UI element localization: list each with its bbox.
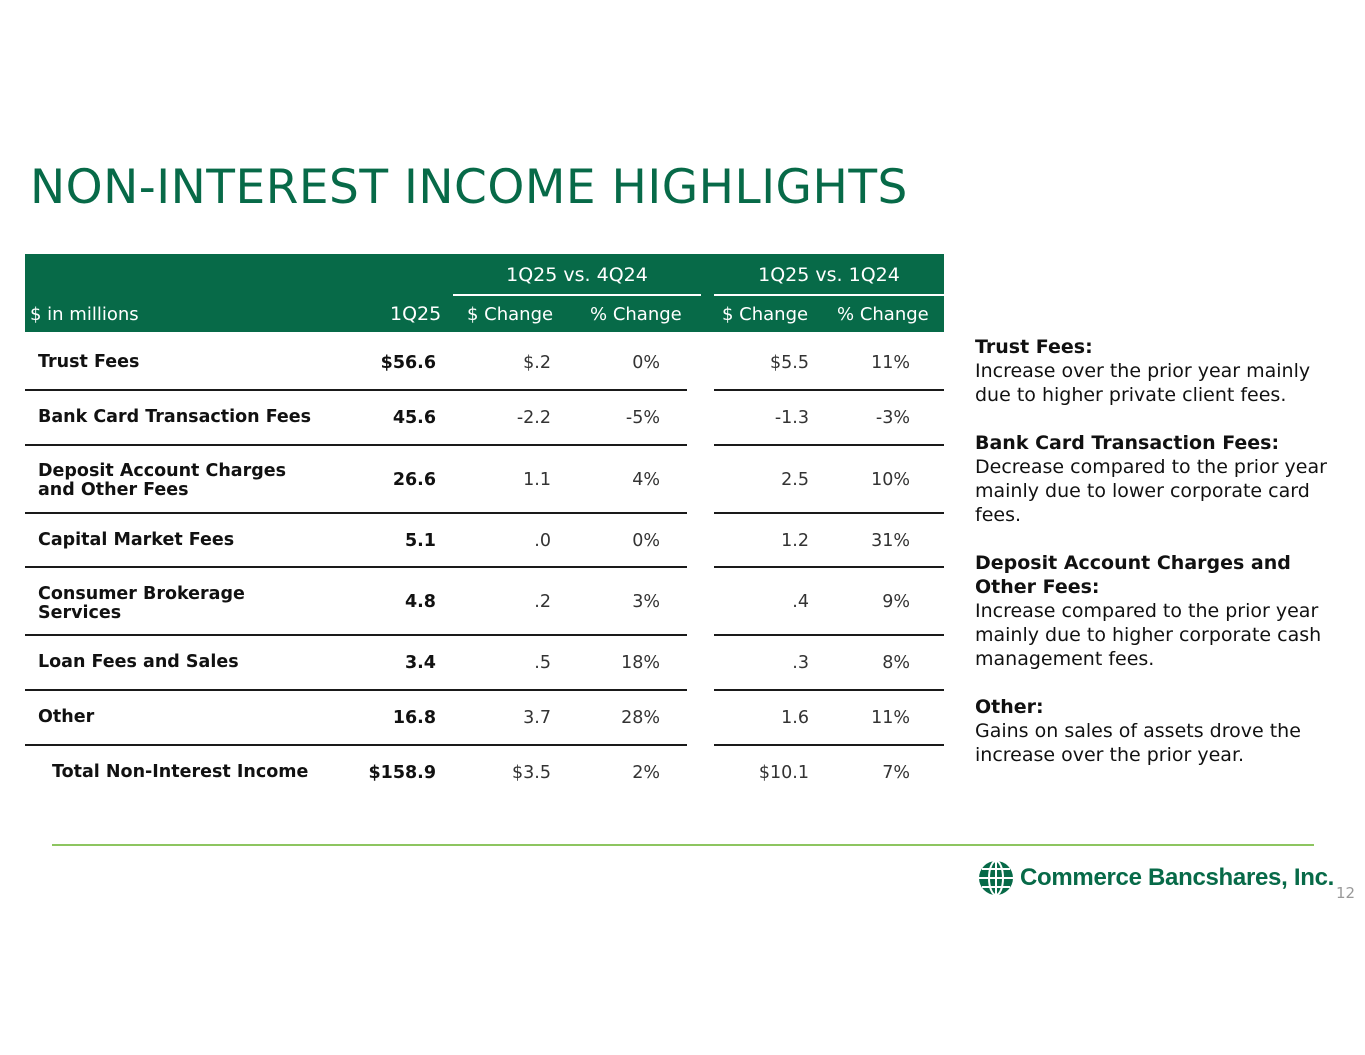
value-vs-4q24-dollar: $3.5 <box>512 763 551 783</box>
row-label: Loan Fees and Sales <box>38 652 239 672</box>
value-vs-4q24-pct: 4% <box>632 470 660 490</box>
note-trust-fees <box>975 335 1335 407</box>
column-header-b-dollar-change: $ Change <box>722 304 809 325</box>
value-1q25: 3.4 <box>404 653 436 673</box>
value-vs-4q24-dollar: .2 <box>534 592 551 612</box>
value-vs-4q24-dollar: -2.2 <box>516 408 551 428</box>
row-divider <box>714 512 944 514</box>
value-vs-4q24-pct: 2% <box>632 763 660 783</box>
row-divider <box>714 389 944 391</box>
row-divider <box>25 689 687 691</box>
row-divider <box>25 444 687 446</box>
value-vs-1q24-pct: 9% <box>882 592 910 612</box>
value-vs-4q24-dollar: 1.1 <box>523 470 551 490</box>
row-divider <box>714 744 944 746</box>
note-deposit-account <box>975 551 1335 671</box>
value-vs-4q24-pct: 0% <box>632 353 660 373</box>
column-header-a-dollar-change: $ Change <box>467 304 554 325</box>
page-number: 12 <box>1336 884 1356 902</box>
value-vs-4q24-dollar: .0 <box>534 531 551 551</box>
logo-text: Commerce Bancshares, Inc. <box>1020 864 1334 891</box>
value-vs-4q24-pct: 3% <box>632 592 660 612</box>
note-bank-card <box>975 431 1335 527</box>
value-vs-4q24-dollar: 3.7 <box>523 708 551 728</box>
value-vs-4q24-pct: 28% <box>621 708 660 728</box>
value-vs-1q24-pct: 7% <box>882 763 910 783</box>
value-vs-1q24-dollar: -1.3 <box>774 408 809 428</box>
note-heading: Bank Card Transaction Fees: <box>975 432 1280 454</box>
value-vs-1q24-dollar: 1.6 <box>781 708 809 728</box>
company-logo <box>978 860 1334 896</box>
commentary <box>975 335 1335 791</box>
row-divider <box>25 744 687 746</box>
value-1q25: 4.8 <box>404 592 436 612</box>
column-header-b-pct-change: % Change <box>837 304 929 325</box>
footer-divider <box>52 844 1314 846</box>
value-vs-1q24-dollar: $5.5 <box>770 353 809 373</box>
value-vs-1q24-dollar: 1.2 <box>781 531 809 551</box>
units-label: $ in millions <box>30 304 139 325</box>
row-divider <box>25 566 687 568</box>
value-vs-1q24-pct: -3% <box>875 408 910 428</box>
row-divider <box>714 634 944 636</box>
value-vs-1q24-pct: 8% <box>882 653 910 673</box>
note-heading: Other: <box>975 696 1044 718</box>
value-vs-1q24-dollar: .3 <box>792 653 809 673</box>
column-header-a-pct-change: % Change <box>590 304 682 325</box>
group-underline-b <box>714 294 944 296</box>
value-vs-1q24-dollar: $10.1 <box>758 763 809 783</box>
value-vs-1q24-dollar: .4 <box>792 592 809 612</box>
value-vs-1q24-pct: 11% <box>871 708 910 728</box>
value-vs-4q24-dollar: $.2 <box>523 353 551 373</box>
table-header <box>25 254 944 332</box>
globe-icon <box>978 860 1014 896</box>
value-1q25: 5.1 <box>404 531 436 551</box>
row-divider <box>714 566 944 568</box>
group-header-vs-4q24: 1Q25 vs. 4Q24 <box>506 264 648 286</box>
value-1q25: $56.6 <box>380 353 436 373</box>
page-title: NON-INTEREST INCOME HIGHLIGHTS <box>30 160 908 215</box>
value-vs-4q24-pct: -5% <box>625 408 660 428</box>
value-vs-1q24-pct: 10% <box>871 470 910 490</box>
value-1q25: 26.6 <box>392 470 436 490</box>
group-underline-a <box>453 294 701 296</box>
value-vs-1q24-pct: 31% <box>871 531 910 551</box>
note-other <box>975 695 1335 767</box>
row-divider <box>714 444 944 446</box>
row-divider <box>25 634 687 636</box>
group-header-vs-1q24: 1Q25 vs. 1Q24 <box>758 264 900 286</box>
column-header-1q25: 1Q25 <box>390 303 442 325</box>
note-body: Decrease compared to the prior year mainly due to lower corporate card fees. <box>975 456 1327 526</box>
value-1q25: $158.9 <box>368 763 436 783</box>
note-heading: Deposit Account Charges and Other Fees: <box>975 552 1291 598</box>
row-label: Other <box>38 707 95 727</box>
row-label: Capital Market Fees <box>38 530 235 550</box>
row-label: Bank Card Transaction Fees <box>38 407 312 427</box>
row-label: Total Non-Interest Income <box>52 762 309 782</box>
value-vs-4q24-pct: 18% <box>621 653 660 673</box>
row-divider <box>25 389 687 391</box>
row-divider <box>25 512 687 514</box>
value-vs-4q24-dollar: .5 <box>534 653 551 673</box>
value-1q25: 45.6 <box>392 408 436 428</box>
note-body: Gains on sales of assets drove the increase over the prior year. <box>975 720 1301 766</box>
note-body: Increase over the prior year mainly due to higher private client fees. <box>975 360 1311 406</box>
row-label: Trust Fees <box>38 352 140 372</box>
value-vs-1q24-pct: 11% <box>871 353 910 373</box>
row-divider <box>714 689 944 691</box>
row-label: Consumer Brokerage Services <box>38 584 245 623</box>
row-label: Deposit Account Charges and Other Fees <box>38 461 287 500</box>
value-vs-4q24-pct: 0% <box>632 531 660 551</box>
note-body: Increase compared to the prior year mainly due to higher corporate cash management fees. <box>975 600 1322 670</box>
value-vs-1q24-dollar: 2.5 <box>781 470 809 490</box>
note-heading: Trust Fees: <box>975 336 1093 358</box>
value-1q25: 16.8 <box>392 708 436 728</box>
